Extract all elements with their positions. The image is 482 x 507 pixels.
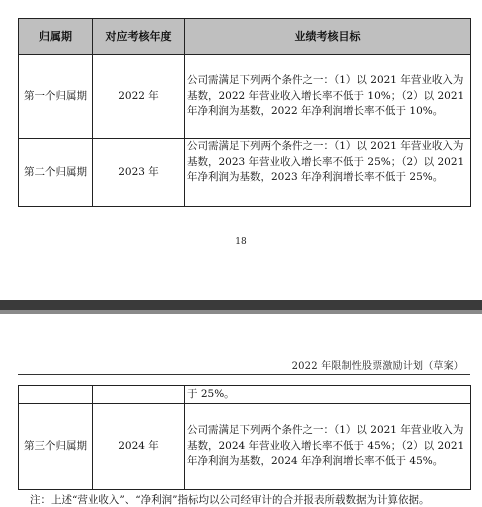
header-period: 归属期 xyxy=(19,19,93,55)
page-number: 18 xyxy=(235,237,247,247)
performance-target-table xyxy=(18,18,471,207)
table-row xyxy=(19,404,471,490)
page-19 xyxy=(0,314,482,506)
row-target: 公司需满足下列两个条件之一：（1）以 2021 年营业收入为基数，2024 年营业收入增长率不低于 45%；（2）以 2021 年净利润为基数，2024 年净利润增长率不低于 45%。 xyxy=(185,404,471,490)
header-target: 业绩考核目标 xyxy=(185,19,471,55)
table-header-row xyxy=(19,19,471,55)
table-row xyxy=(19,386,471,404)
table-row xyxy=(19,139,471,207)
row-period: 第一个归属期 xyxy=(19,55,93,139)
row-year: 2024 年 xyxy=(93,404,185,490)
footnote: 注：上述“营业收入”、“净利润”指标均以公司经审计的合并报表所载数据为计算依据。 xyxy=(30,494,430,506)
row-period: 第三个归属期 xyxy=(19,404,93,490)
row-target-continued: 于 25%。 xyxy=(185,386,471,404)
table-row xyxy=(19,55,471,139)
performance-target-table-continued xyxy=(18,385,471,490)
header-rule xyxy=(18,374,470,375)
row-period-empty xyxy=(19,386,93,404)
row-target: 公司需满足下列两个条件之一：（1）以 2021 年营业收入为基数，2022 年营业收入增长率不低于 10%；（2）以 2021 年净利润为基数，2022 年净利润增长率不低于 10%。 xyxy=(185,55,471,139)
page-separator xyxy=(0,300,482,314)
row-period: 第二个归属期 xyxy=(19,139,93,207)
header-year: 对应考核年度 xyxy=(93,19,185,55)
row-year-empty xyxy=(93,386,185,404)
row-target: 公司需满足下列两个条件之一：（1）以 2021 年营业收入为基数，2023 年营业收入增长率不低于 25%；（2）以 2021 年净利润为基数，2023 年净利润增长率不低于 25%。 xyxy=(185,139,471,207)
running-header: 2022 年限制性股票激励计划（草案） xyxy=(291,361,464,372)
row-year: 2022 年 xyxy=(93,55,185,139)
row-year: 2023 年 xyxy=(93,139,185,207)
